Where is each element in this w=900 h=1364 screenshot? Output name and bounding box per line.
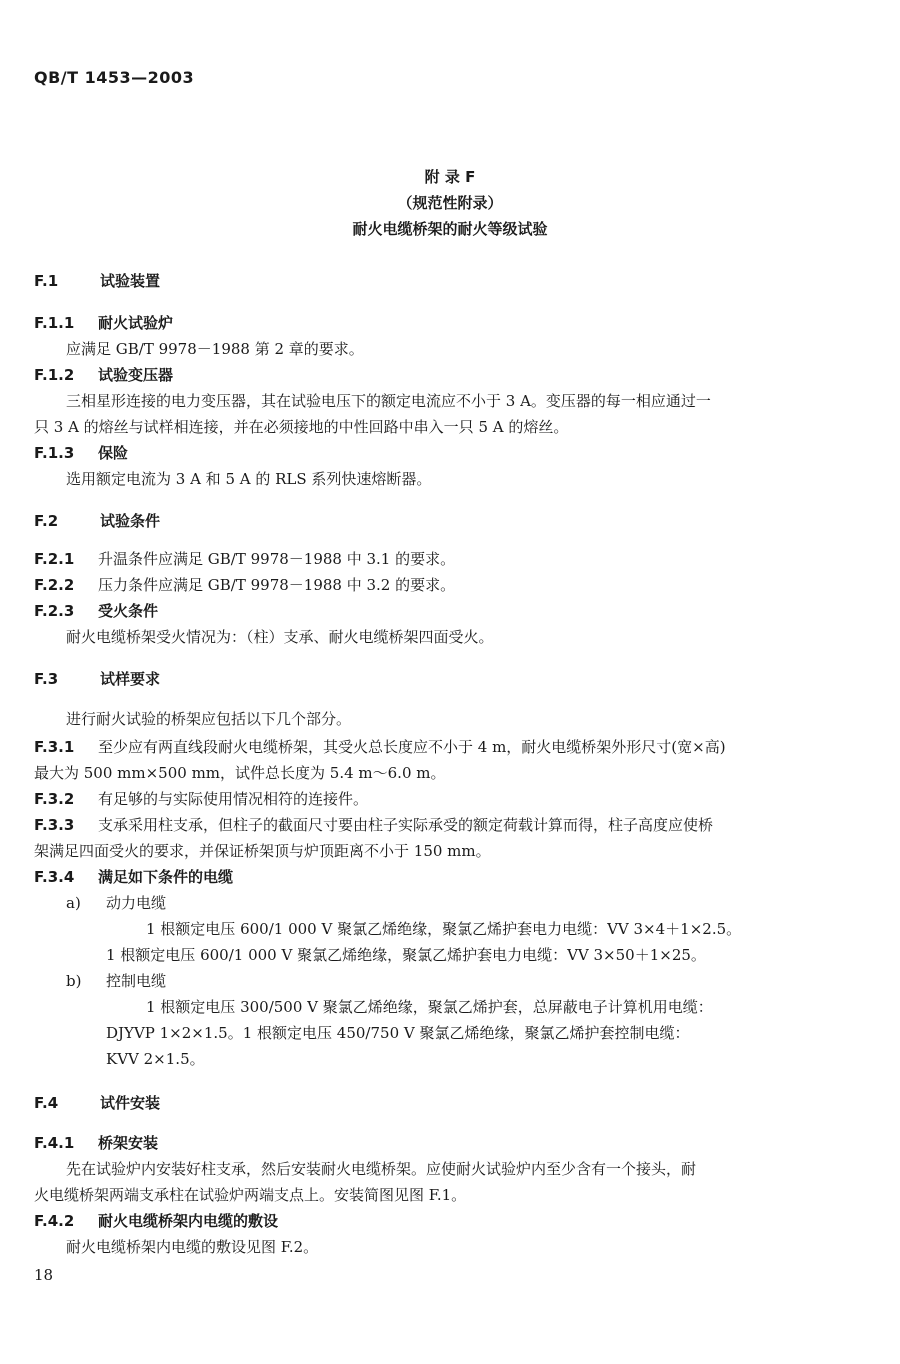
standard-code: QB/T 1453—2003 — [34, 68, 195, 87]
page-number: 18 — [34, 1266, 54, 1284]
clause-f32 — [34, 788, 368, 809]
clause-text: 压力条件应满足 GB/T 9978－1988 中 3.2 的要求。 — [98, 576, 456, 594]
item-a-line-2: 1 根额定电压 600/1 000 V 聚氯乙烯绝缘，聚氯乙烯护套电力电缆：VV 3×50＋1×25。 — [106, 946, 706, 964]
clause-number: F.2.1 — [34, 550, 75, 568]
clause-text: 有足够的与实际使用情况相符的连接件。 — [98, 790, 369, 808]
clause-title: 耐火电缆桥架内电缆的敷设 — [98, 1212, 279, 1230]
clause-title: 满足如下条件的电缆 — [98, 868, 234, 886]
item-a-line-1: 1 根额定电压 600/1 000 V 聚氯乙烯绝缘，聚氯乙烯护套电力电缆：VV 3×4＋1×2.5。 — [146, 920, 742, 938]
clause-f22 — [34, 574, 455, 595]
clause-f31-line-1 — [34, 736, 726, 757]
clause-number: F.3.3 — [34, 816, 75, 834]
section-number: F.2 — [34, 512, 59, 530]
clause-number: F.3.2 — [34, 790, 75, 808]
annex-title: 耐火电缆桥架的耐火等级试验 — [352, 220, 548, 238]
clause-number: F.1.1 — [34, 314, 75, 332]
clause-number: F.2.3 — [34, 602, 75, 620]
annex-label: 附 录 F — [424, 168, 476, 186]
clause-f33-line-2: 架满足四面受火的要求，并保证桥架顶与炉顶距离不小于 150 mm。 — [34, 842, 491, 860]
list-label: a) — [66, 894, 81, 912]
clause-f41-line-2: 火电缆桥架两端支承柱在试验炉两端支点上。安装简图见图 F.1。 — [34, 1186, 467, 1204]
clause-title: 桥架安装 — [98, 1134, 159, 1152]
clause-f34-heading — [34, 866, 233, 887]
clause-f41-line-1: 先在试验炉内安装好柱支承，然后安装耐火电缆桥架。应使耐火试验炉内至少含有一个接头，耐 — [66, 1160, 697, 1178]
list-item-a — [66, 892, 166, 913]
clause-f31-line-2: 最大为 500 mm×500 mm，试件总长度为 5.4 m～6.0 m。 — [34, 764, 446, 782]
clause-f11-heading — [34, 312, 173, 333]
clause-f11-text: 应满足 GB/T 9978－1988 第 2 章的要求。 — [66, 340, 364, 358]
section-number: F.1 — [34, 272, 59, 290]
item-b-line-2: DJYVP 1×2×1.5。1 根额定电压 450/750 V 聚氯乙烯绝缘，聚氯乙烯护套控制电缆： — [106, 1024, 690, 1042]
clause-f42-heading — [34, 1210, 278, 1231]
clause-number: F.4.1 — [34, 1134, 75, 1152]
clause-number: F.1.2 — [34, 366, 75, 384]
clause-number: F.3.4 — [34, 868, 75, 886]
clause-title: 保险 — [98, 444, 129, 462]
clause-text: 支承采用柱支承，但柱子的截面尺寸要由柱子实际承受的额定荷载计算而得，柱子高度应使桥 — [98, 816, 714, 834]
section-title: 试样要求 — [100, 670, 161, 688]
item-b-line-1: 1 根额定电压 300/500 V 聚氯乙烯绝缘，聚氯乙烯护套，总屏蔽电子计算机用电缆： — [146, 998, 713, 1016]
list-item-b — [66, 970, 166, 991]
clause-f12-heading — [34, 364, 173, 385]
clause-f13-heading — [34, 442, 128, 463]
section-title: 试件安装 — [100, 1094, 161, 1112]
section-number: F.4 — [34, 1094, 59, 1112]
clause-title: 耐火试验炉 — [98, 314, 174, 332]
section-title: 试验条件 — [100, 512, 161, 530]
clause-f12-line-2: 只 3 A 的熔丝与试样相连接，并在必须接地的中性回路中串入一只 5 A 的熔丝。 — [34, 418, 569, 436]
section-f1-heading — [34, 270, 160, 291]
clause-f23-heading — [34, 600, 158, 621]
clause-text: 升温条件应满足 GB/T 9978－1988 中 3.1 的要求。 — [98, 550, 456, 568]
clause-f23-text: 耐火电缆桥架受火情况为：（柱）支承、耐火电缆桥架四面受火。 — [66, 628, 494, 646]
list-title: 控制电缆 — [106, 972, 167, 990]
clause-number: F.4.2 — [34, 1212, 75, 1230]
clause-f41-heading — [34, 1132, 158, 1153]
list-label: b) — [66, 972, 82, 990]
annex-type: （规范性附录） — [397, 194, 503, 212]
section-f3-intro: 进行耐火试验的桥架应包括以下几个部分。 — [66, 710, 352, 728]
section-f4-heading — [34, 1092, 160, 1113]
clause-f13-text: 选用额定电流为 3 A 和 5 A 的 RLS 系列快速熔断器。 — [66, 470, 432, 488]
list-title: 动力电缆 — [106, 894, 167, 912]
clause-text: 至少应有两直线段耐火电缆桥架，其受火总长度应不小于 4 m，耐火电缆桥架外形尺寸(宽×高) — [98, 738, 726, 756]
clause-title: 试验变压器 — [98, 366, 174, 384]
clause-number: F.1.3 — [34, 444, 75, 462]
clause-title: 受火条件 — [98, 602, 159, 620]
clause-f12-line-1: 三相星形连接的电力变压器，其在试验电压下的额定电流应不小于 3 A。变压器的每一相应通过一 — [66, 392, 711, 410]
clause-number: F.3.1 — [34, 738, 75, 756]
section-f2-heading — [34, 510, 160, 531]
clause-f33-line-1 — [34, 814, 713, 835]
section-title: 试验装置 — [100, 272, 161, 290]
clause-f42-text: 耐火电缆桥架内电缆的敷设见图 F.2。 — [66, 1238, 319, 1256]
item-b-line-3: KVV 2×1.5。 — [106, 1050, 205, 1068]
section-f3-heading — [34, 668, 160, 689]
section-number: F.3 — [34, 670, 59, 688]
clause-number: F.2.2 — [34, 576, 75, 594]
clause-f21 — [34, 548, 455, 569]
